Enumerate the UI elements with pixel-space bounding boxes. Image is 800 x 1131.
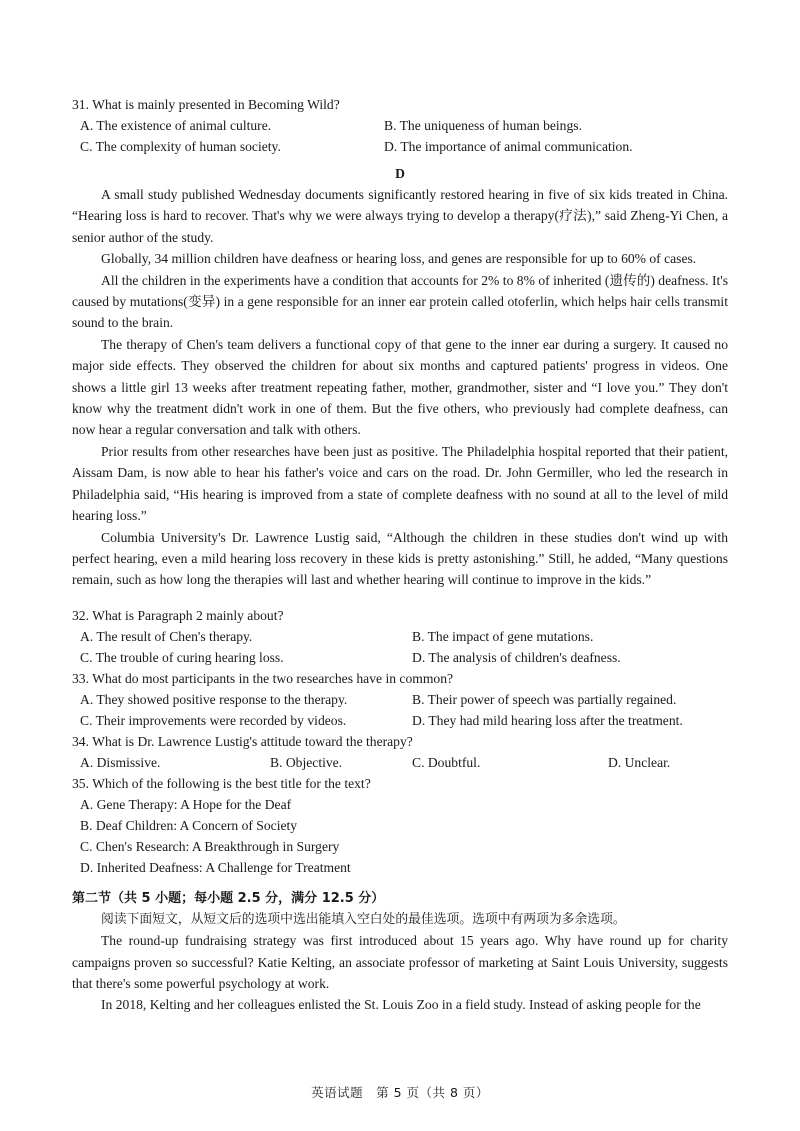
- option-a: A. Dismissive.: [80, 754, 161, 770]
- option-d: D. The analysis of children's deafness.: [412, 649, 621, 665]
- question-32: [72, 605, 728, 668]
- question-stem: 33. What do most participants in the two researches have in common?: [72, 670, 454, 686]
- paragraph: In 2018, Kelting and her colleagues enlisted the St. Louis Zoo in a field study. Instead of asking people for the: [101, 997, 701, 1013]
- question-35: [72, 773, 728, 878]
- paragraph: The therapy of Chen's team delivers a functional copy of that gene to the inner ear during a surgery. It caused no major side effects. They observed the children for about six months and captured patients' progress in videos. One shows a little girl 13 weeks after treatment repeating father, mother, grandmother, sister and “I love you.” They don't know why the treatment didn't work in one of them. But the five others, who previously had complete deafness, can now hear a regular conversation and talk with others.: [72, 336, 728, 438]
- option-d: D. They had mild hearing loss after the treatment.: [412, 712, 683, 728]
- option-a: A. The existence of animal culture.: [80, 118, 272, 133]
- paragraph: Columbia University's Dr. Lawrence Lustig said, “Although the children in these studies don't wind up with perfect hearing, even a mild hearing loss recovery in these kids is pretty astonishing.” Still, he added, “Many questions remain, such as how long the therapies will last and whether hearing will continue to improve in the kids.”: [72, 529, 728, 588]
- paragraph: Prior results from other researches have been just as positive. The Philadelphia hospital reported that their patient, Aissam Dam, is now able to hear his father's voice and cars on the road. Dr. John Germiller, who led the research in Philadelphia said, “His hearing is improved from a state of complete deafness with no sound at all to the level of mild hearing loss.”: [72, 443, 728, 524]
- options-row: [72, 794, 728, 815]
- question-34: [72, 731, 728, 773]
- question-31: [72, 94, 728, 157]
- options-row: [72, 115, 728, 136]
- question-stem: 32. What is Paragraph 2 mainly about?: [72, 607, 284, 623]
- paragraph: A small study published Wednesday documents significantly restored hearing in five of six kids treated in China. “Hearing loss is hard to recover. That's why we were always trying to develop a therapy(疗法),” said Zheng-Yi Chen, a senior author of the study.: [72, 187, 728, 245]
- option-c: C. Doubtful.: [412, 754, 481, 770]
- page-footer: 英语试题 第 5 页（共 8 页）: [311, 1085, 489, 1100]
- passage-d: [72, 184, 728, 591]
- option-b: B. Objective.: [270, 754, 343, 770]
- question-stem: 34. What is Dr. Lawrence Lustig's attitude toward the therapy?: [72, 733, 413, 749]
- paragraph: Globally, 34 million children have deafness or hearing loss, and genes are responsible for up to 60% of cases.: [101, 251, 697, 267]
- question-33: [72, 668, 728, 731]
- option-a: A. Gene Therapy: A Hope for the Deaf: [80, 796, 292, 812]
- option-c: C. Their improvements were recorded by videos.: [80, 712, 347, 728]
- option-a: A. They showed positive response to the therapy.: [80, 691, 348, 707]
- option-d: D. The importance of animal communication.: [384, 139, 633, 154]
- paragraph: All the children in the experiments have a condition that accounts for 2% to 8% of inherited (遗传的) deafness. It's caused by mutations(变异) in a gene responsible for an inner ear protein called otoferlin, which helps hair cells transmit sound to the brain.: [72, 272, 728, 331]
- options-row: [72, 647, 728, 668]
- option-b: B. The impact of gene mutations.: [412, 628, 594, 644]
- options-row: [72, 626, 728, 647]
- options-row: [72, 857, 728, 878]
- passage-label: D: [395, 166, 405, 181]
- exam-page: [72, 94, 728, 1016]
- option-c: C. The trouble of curing hearing loss.: [80, 649, 284, 665]
- section-instruction: 阅读下面短文，从短文后的选项中选出能填入空白处的最佳选项。选项中有两项为多余选项。: [101, 911, 626, 927]
- option-c: C. The complexity of human society.: [80, 139, 281, 154]
- option-d: D. Inherited Deafness: A Challenge for Treatment: [80, 859, 351, 875]
- options-row: [72, 689, 728, 710]
- section-heading: 第二节（共 5 小题；每小题 2.5 分，满分 12.5 分）: [72, 890, 385, 906]
- option-b: B. Their power of speech was partially regained.: [412, 691, 677, 707]
- option-b: B. Deaf Children: A Concern of Society: [80, 817, 298, 833]
- option-d: D. Unclear.: [608, 754, 671, 770]
- options-row: [72, 815, 728, 836]
- options-row: [72, 710, 728, 731]
- section-2: [72, 888, 728, 1016]
- options-row: [72, 836, 728, 857]
- options-row: [72, 752, 728, 773]
- option-a: A. The result of Chen's therapy.: [80, 628, 253, 644]
- option-c: C. Chen's Research: A Breakthrough in Surgery: [80, 838, 340, 854]
- question-stem: 31. What is mainly presented in Becoming Wild?: [72, 97, 340, 112]
- paragraph: The round-up fundraising strategy was first introduced about 15 years ago. Why have round up for charity campaigns proven so successful? Katie Kelting, an associate professor of marketing at Saint Louis University, suggests that there's some powerful psychology at work.: [72, 933, 728, 991]
- options-row: [72, 136, 728, 157]
- option-b: B. The uniqueness of human beings.: [384, 118, 582, 133]
- question-stem: 35. Which of the following is the best title for the text?: [72, 775, 371, 791]
